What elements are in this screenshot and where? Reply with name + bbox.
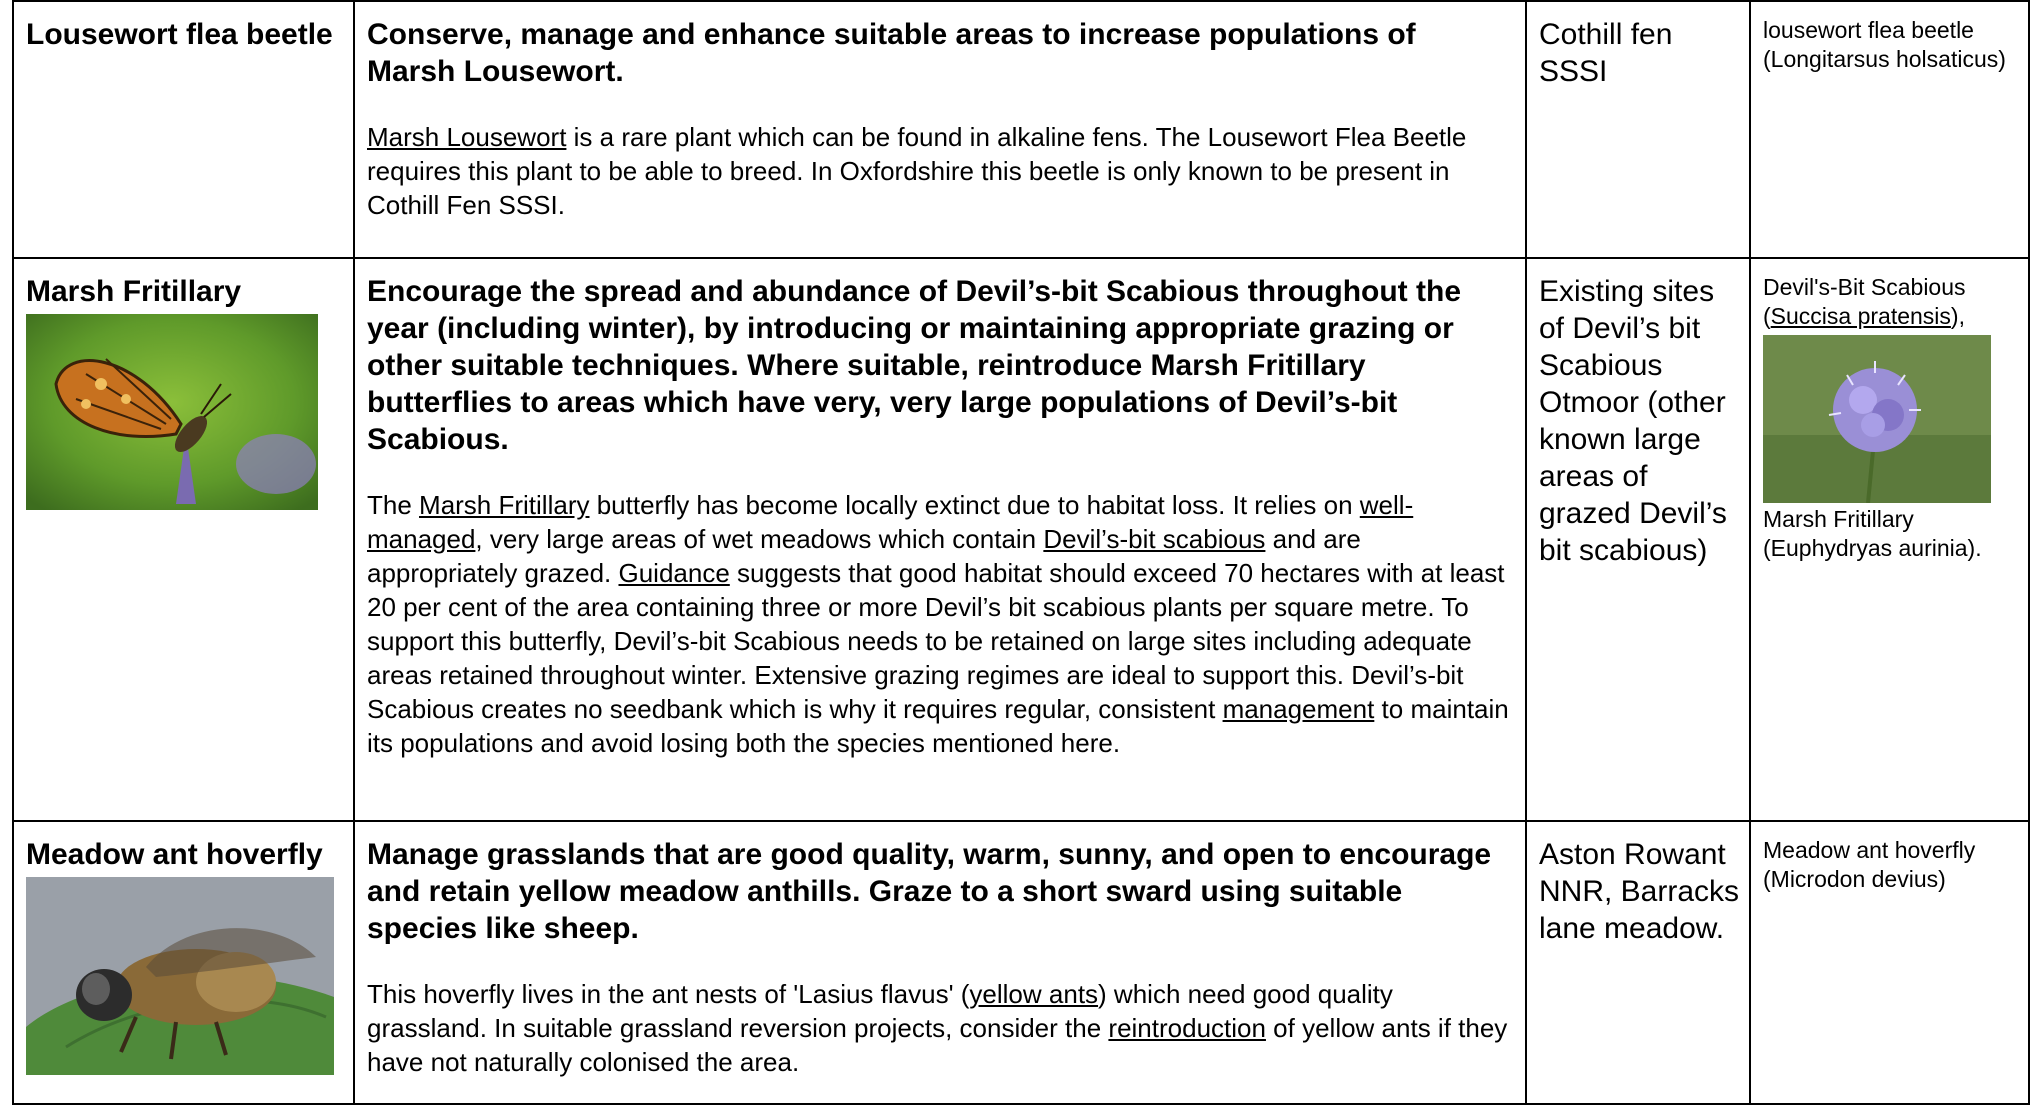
species-name-cell bbox=[13, 821, 354, 1104]
species-name-cell bbox=[13, 1, 354, 258]
species-table bbox=[12, 0, 2030, 1105]
species-span: Devil's-Bit Scabious ( bbox=[1763, 274, 1966, 329]
link-succisa-pratensis[interactable]: Succisa pratensis bbox=[1770, 303, 1951, 329]
description-span: is a rare plant which can be found in alkaline fens. The Lousewort Flea Beetle requires this plant to be able to breed. In Oxfordshire this beetle is only known to be present in Cothill Fen SSSI. bbox=[367, 122, 1467, 220]
species-name-cell bbox=[13, 258, 354, 821]
action-cell bbox=[354, 1, 1526, 258]
description-span: of yellow ants if they have not naturally colonised the area. bbox=[367, 1013, 1508, 1077]
species-name: Lousewort flea beetle bbox=[26, 18, 333, 51]
species-span: ), bbox=[1950, 303, 1965, 329]
sites-text: Cothill fen SSSI bbox=[1539, 18, 1673, 88]
butterfly-photo bbox=[26, 314, 318, 510]
sites-cell bbox=[1526, 258, 1750, 821]
description-span: and are appropriately grazed. bbox=[367, 524, 1361, 588]
description-text bbox=[355, 458, 1525, 760]
table-row bbox=[13, 258, 2029, 821]
action-cell bbox=[354, 258, 1526, 821]
species-name: Marsh Fritillary bbox=[26, 275, 242, 308]
description-text bbox=[355, 947, 1525, 1079]
target-species-cell bbox=[1750, 258, 2029, 821]
description-span: This hoverfly lives in the ant nests of 'Lasius flavus' ( bbox=[367, 979, 970, 1009]
description-span: butterfly has become locally extinct due to habitat loss. It relies on bbox=[589, 490, 1360, 520]
action-text: Conserve, manage and enhance suitable areas to increase populations of Marsh Lousewort. bbox=[367, 18, 1416, 88]
description-span: ) which need good quality grassland. In suitable grassland reversion projects, consider the bbox=[367, 979, 1393, 1043]
link-guidance[interactable]: Guidance bbox=[618, 558, 730, 588]
link-yellow-ants[interactable]: yellow ants bbox=[969, 979, 1099, 1009]
sites-text: Existing sites of Devil’s bit Scabious Otmoor (other known large areas of grazed Devil’s bit scabious) bbox=[1539, 275, 1727, 567]
link-well-managed[interactable]: well-managed bbox=[367, 490, 1414, 554]
sites-cell bbox=[1526, 821, 1750, 1104]
species-name: Meadow ant hoverfly bbox=[26, 838, 323, 871]
action-text: Encourage the spread and abundance of Devil’s-bit Scabious throughout the year (including winter), by introducing or maintaining appropriate grazing or other suitable techniques. Where suitable, reintroduce Marsh Fritillary butterflies to areas which have very, very large populations of Devil’s-bit Scabious. bbox=[367, 275, 1462, 456]
description-span: suggests that good habitat should exceed 70 hectares with at least 20 per cent of the area containing three or more Devil’s bit scabious plants per square metre. To support this butterfly, Devil’s-bit Scabious needs to be retained on large sites including adequate areas retained throughout winter. Extensive grazing regimes are ideal to support this. Devil’s-bit Scabious creates no seedbank which is why it requires regular, consistent bbox=[367, 558, 1505, 724]
target-species-cell bbox=[1750, 821, 2029, 1104]
action-text: Manage grasslands that are good quality, warm, sunny, and open to encourage and retain yellow meadow anthills. Graze to a short sward using suitable species like sheep. bbox=[367, 838, 1492, 945]
description-span: to maintain its populations and avoid losing both the species mentioned here. bbox=[367, 694, 1509, 758]
table-row bbox=[13, 821, 2029, 1104]
table-row bbox=[13, 1, 2029, 258]
flower-photo bbox=[1763, 335, 1991, 503]
target-species-text: Marsh Fritillary (Euphydryas aurinia). bbox=[1763, 506, 1982, 561]
link-marsh-fritillary[interactable]: Marsh Fritillary bbox=[419, 490, 590, 520]
target-species-cell bbox=[1750, 1, 2029, 258]
sites-text: Aston Rowant NNR, Barracks lane meadow. bbox=[1539, 838, 1740, 945]
target-species-text: lousewort flea beetle (Longitarsus holsaticus) bbox=[1763, 17, 2006, 72]
sites-cell bbox=[1526, 1, 1750, 258]
link-reintroduction[interactable]: reintroduction bbox=[1108, 1013, 1266, 1043]
description-span: The bbox=[367, 490, 420, 520]
target-species-text bbox=[1751, 259, 2028, 331]
description-text bbox=[355, 90, 1525, 222]
action-cell bbox=[354, 821, 1526, 1104]
link-marsh-lousewort[interactable]: Marsh Lousewort bbox=[367, 122, 567, 152]
target-species-text: Meadow ant hoverfly (Microdon devius) bbox=[1763, 837, 1976, 892]
link-management[interactable]: management bbox=[1222, 694, 1375, 724]
description-span: , very large areas of wet meadows which contain bbox=[475, 524, 1044, 554]
hoverfly-photo bbox=[26, 877, 334, 1075]
link-devils-bit-scabious[interactable]: Devil’s-bit scabious bbox=[1043, 524, 1266, 554]
